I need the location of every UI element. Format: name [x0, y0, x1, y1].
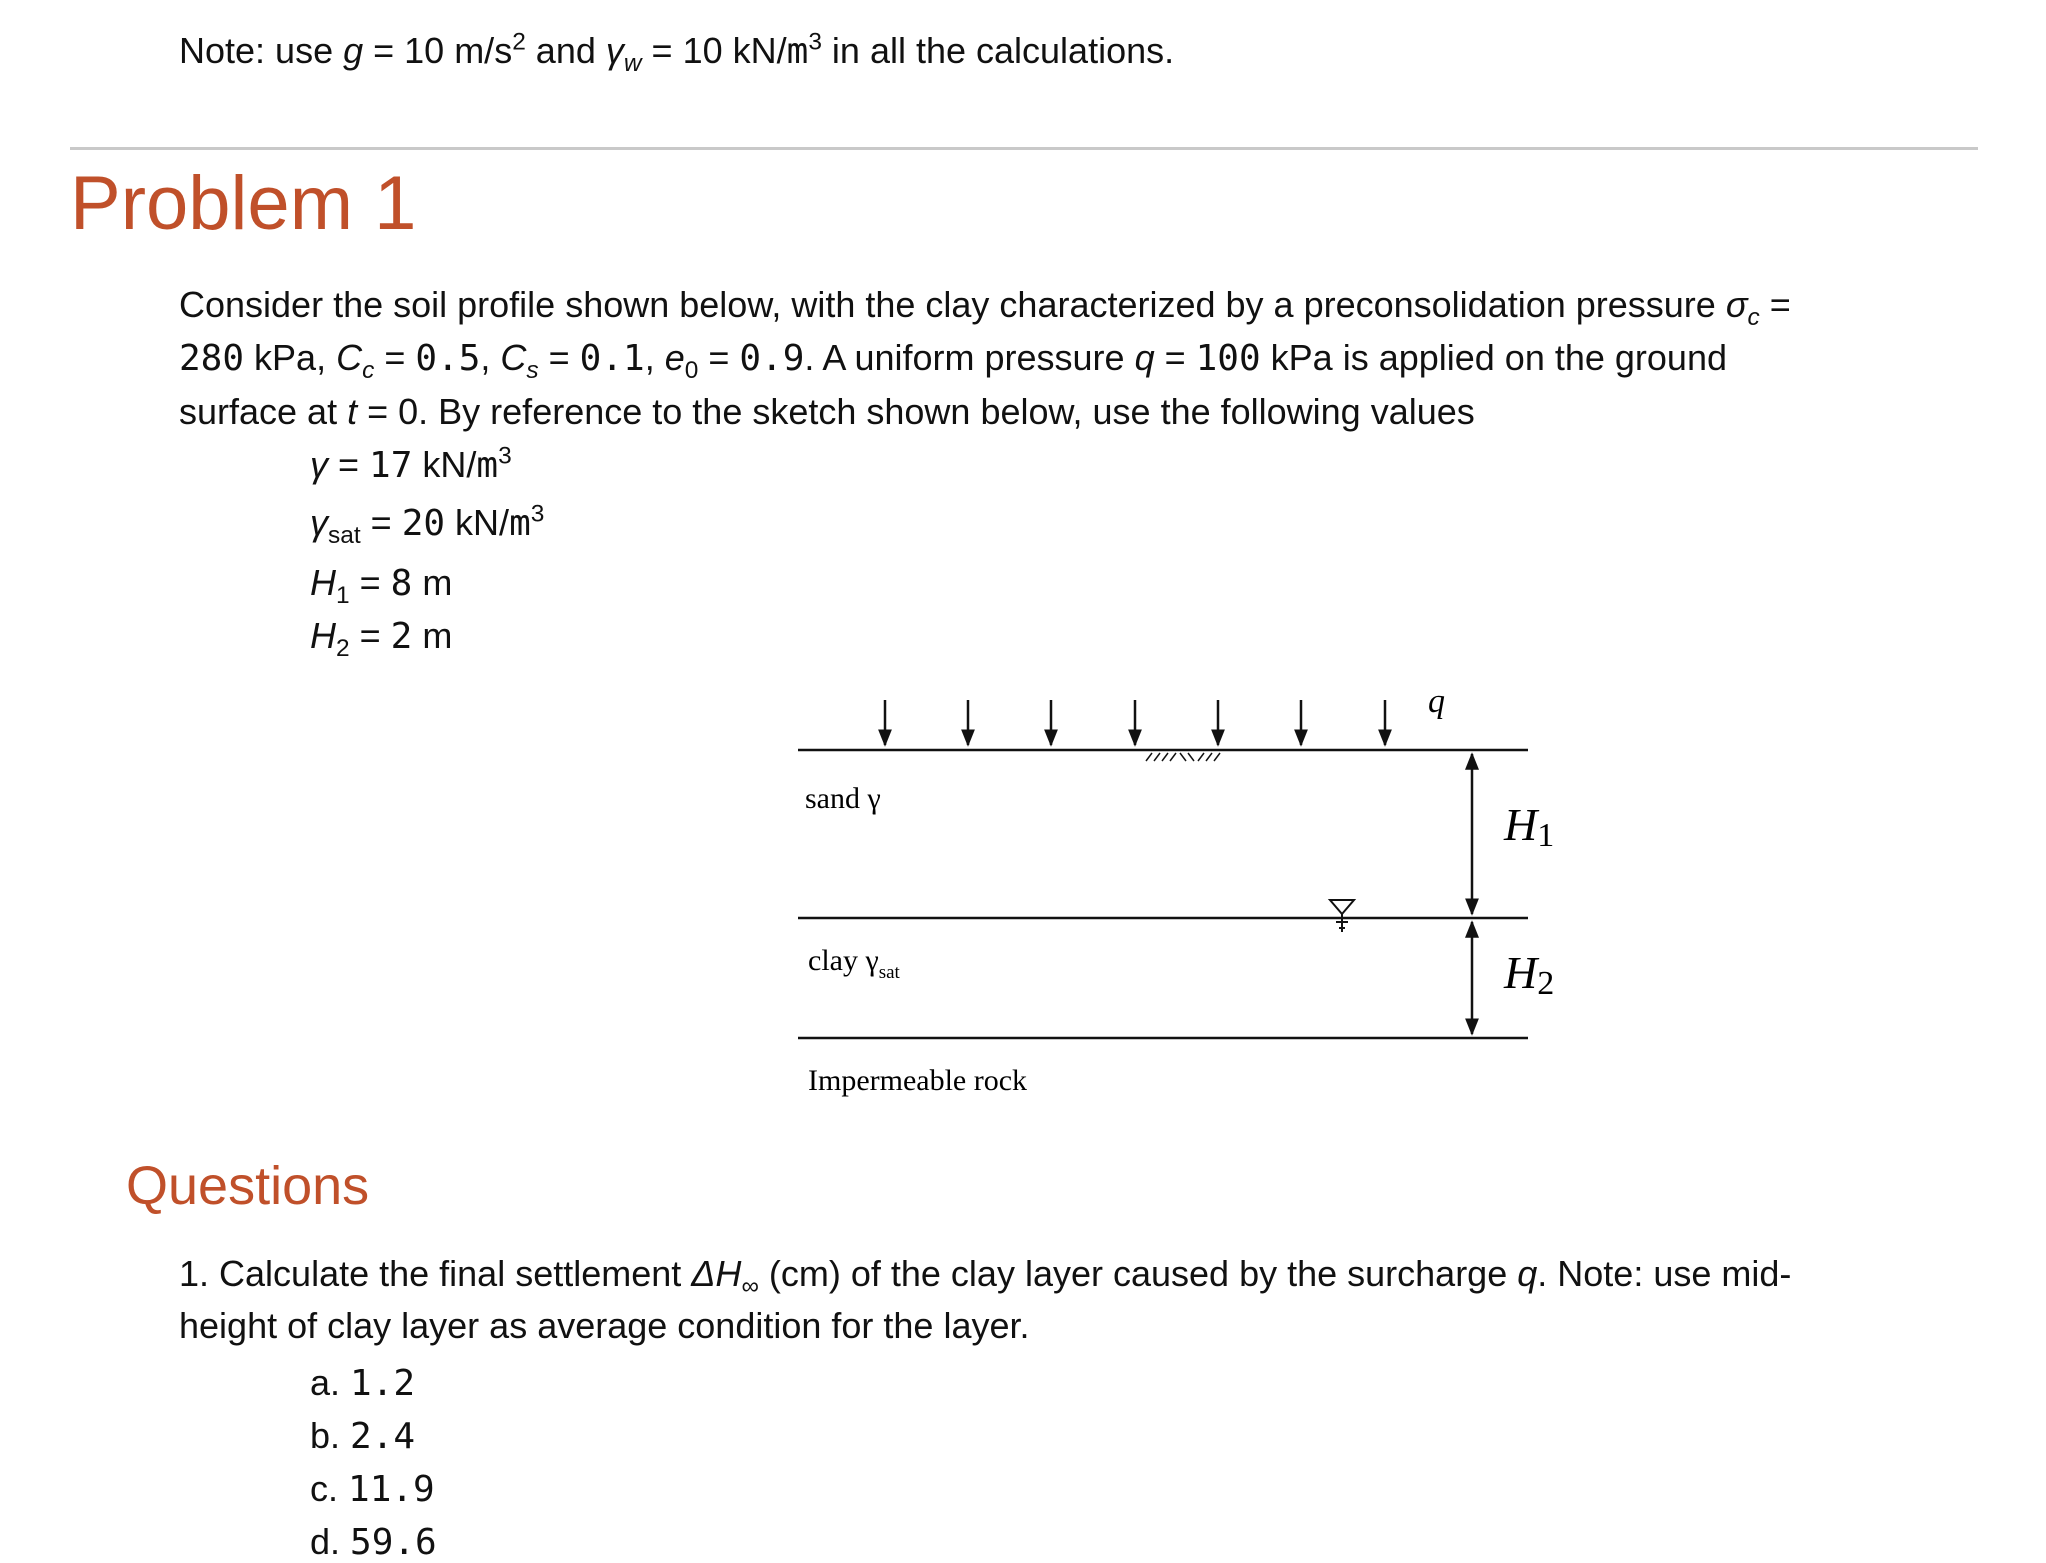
q-value: 100 — [1195, 338, 1261, 379]
g-value: = 10 m/s — [363, 30, 513, 71]
sand-label: sand γ — [805, 782, 881, 815]
choice-letter: b. — [310, 1415, 351, 1456]
unit-m: m — [509, 503, 531, 544]
unit: m — [412, 562, 453, 603]
question-1 — [179, 1248, 1979, 1352]
choice-b[interactable] — [310, 1415, 415, 1457]
question-1-line-1 — [179, 1253, 1792, 1300]
equals: = — [328, 444, 370, 485]
unit: kN/ — [412, 444, 477, 485]
gamma-w-exponent: 3 — [808, 28, 822, 56]
rock-label: Impermeable rock — [808, 1064, 1028, 1097]
h2-symbol: H — [310, 615, 336, 656]
note-prefix: Note: use — [179, 30, 344, 71]
cc-subscript: c — [362, 356, 375, 384]
note-and: and — [525, 30, 606, 71]
ground-hatch — [1146, 753, 1220, 761]
gamma-symbol: γ — [310, 444, 328, 485]
infinity-subscript: ∞ — [741, 1272, 759, 1300]
statement-text: kPa is applied on the ground — [1260, 337, 1727, 378]
question-1-line-2: height of clay layer as average condition for the layer. — [179, 1305, 1030, 1346]
h1-subscript: 1 — [336, 581, 350, 609]
exponent: 3 — [498, 442, 512, 470]
cc-value: 0.5 — [415, 338, 481, 379]
choice-a[interactable] — [310, 1362, 415, 1404]
exponent: 3 — [530, 500, 545, 528]
equals: = — [698, 337, 740, 378]
equals: = — [374, 337, 416, 378]
choice-letter: a. — [310, 1362, 351, 1403]
unit: kN/ — [445, 502, 510, 543]
sat-subscript: sat — [328, 521, 361, 549]
q-symbol: q — [1517, 1253, 1538, 1294]
equals: = — [538, 337, 580, 378]
choice-value: 59.6 — [350, 1522, 437, 1563]
comma: , — [644, 337, 665, 378]
h1-value: 8 — [390, 563, 413, 604]
cc-symbol: C — [336, 337, 363, 378]
cs-value: 0.1 — [579, 338, 645, 379]
choice-c[interactable] — [310, 1468, 435, 1510]
gamma-w-value: = 10 kN/ — [641, 30, 787, 71]
note-suffix: in all the calculations. — [821, 30, 1175, 71]
gamma-w-unit: m — [786, 31, 809, 72]
gamma-w-subscript: w — [623, 49, 642, 77]
water-table-icon — [1330, 900, 1354, 932]
choice-value: 2.4 — [350, 1416, 416, 1457]
gamma-sat-symbol: γ — [310, 502, 328, 543]
cs-symbol: C — [500, 337, 527, 378]
choice-value: 11.9 — [348, 1469, 435, 1510]
gamma-sat-value: 20 — [401, 503, 446, 544]
q-label: q — [1428, 683, 1445, 720]
choice-letter: d. — [310, 1521, 351, 1562]
sigma-equals: = — [1759, 284, 1791, 325]
kpa-unit: kPa, — [244, 337, 337, 378]
e0-subscript: 0 — [684, 356, 699, 384]
statement-text: = 0. By reference to the sketch shown below, use the following values — [357, 391, 1475, 432]
equals: = — [349, 562, 391, 603]
equals: = — [349, 615, 391, 656]
equals: = — [1154, 337, 1196, 378]
comma: , — [480, 337, 501, 378]
sigma-c-value: 280 — [179, 338, 245, 379]
e0-value: 0.9 — [739, 338, 805, 379]
cs-subscript: s — [526, 356, 539, 384]
h1-label: H1 — [1504, 799, 1555, 854]
statement-text: Consider the soil profile shown below, with the clay characterized by a preconsolidation pressure — [179, 284, 1726, 325]
g-exponent: 2 — [512, 28, 526, 56]
delta-h-symbol: ΔH — [691, 1253, 742, 1294]
questions-title: Questions — [126, 1156, 370, 1216]
g-symbol: g — [343, 30, 364, 71]
h1-symbol: H — [310, 562, 336, 603]
gamma-value: 17 — [369, 445, 413, 486]
statement-text: . A uniform pressure — [804, 337, 1135, 378]
h2-value: 2 — [390, 616, 413, 657]
equals: = — [360, 502, 402, 543]
sigma-symbol: σ — [1725, 284, 1748, 325]
sigma-subscript: c — [1747, 303, 1760, 331]
statement-text: surface at — [179, 391, 348, 432]
e0-symbol: e — [664, 337, 685, 378]
clay-label: clay $\gamma_{sat}$ — [808, 944, 900, 983]
question-text: 1. Calculate the final settlement — [179, 1253, 692, 1294]
t-symbol: t — [347, 391, 358, 432]
unit: m — [412, 615, 453, 656]
unit-m: m — [476, 445, 499, 486]
choice-value: 1.2 — [350, 1363, 416, 1404]
choice-letter: c. — [310, 1468, 349, 1509]
problem-title: Problem 1 — [70, 161, 417, 246]
h2-label: H2 — [1504, 947, 1555, 1002]
q-symbol: q — [1134, 337, 1155, 378]
question-text: . Note: use mid- — [1537, 1253, 1792, 1294]
h2-subscript: 2 — [336, 634, 350, 662]
gamma-w-symbol: γ — [605, 30, 624, 71]
surcharge-arrows — [885, 700, 1385, 745]
question-text: (cm) of the clay layer caused by the surcharge — [758, 1253, 1518, 1294]
